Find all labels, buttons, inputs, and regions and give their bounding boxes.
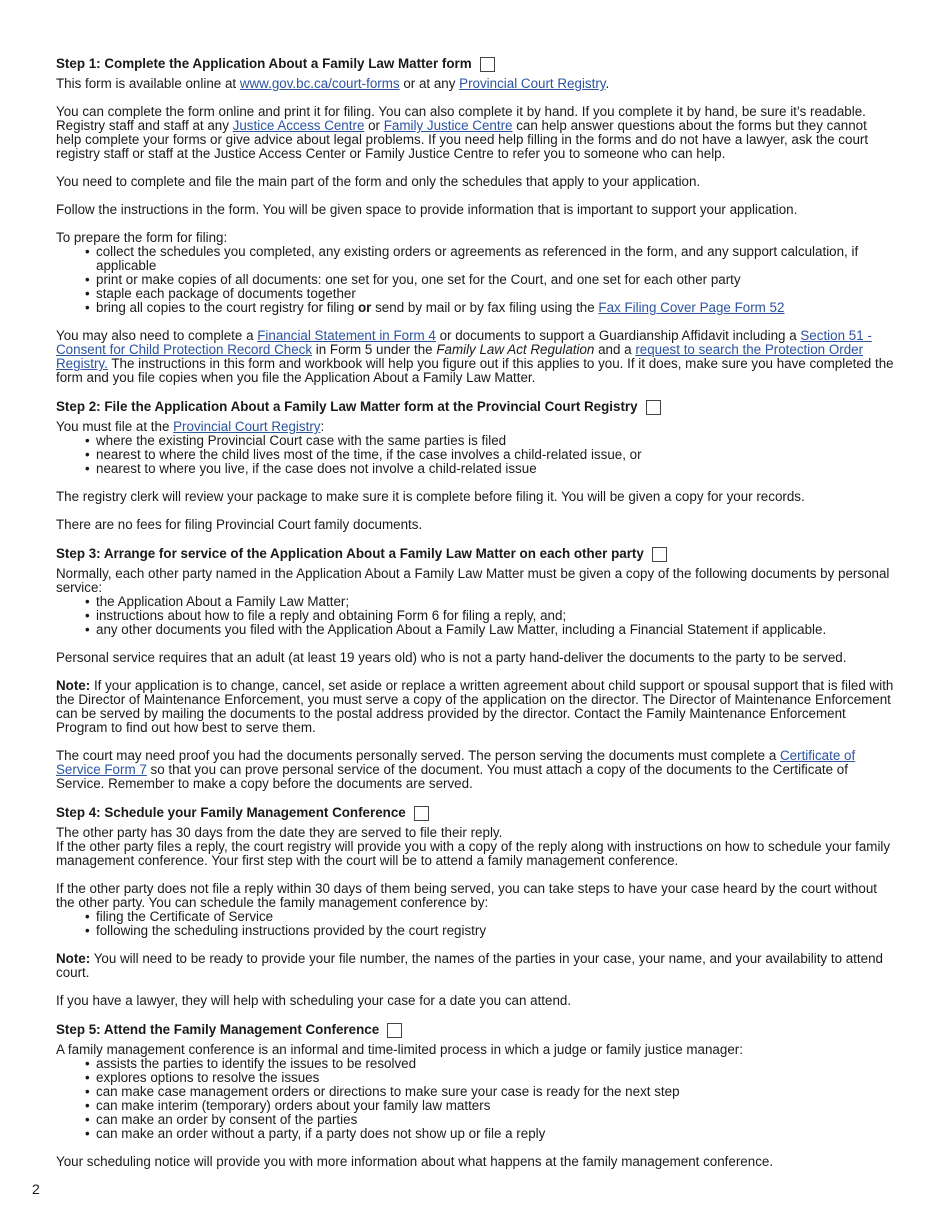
reply-deadline-line: The other party has 30 days from the date they are served to file their reply.	[56, 825, 503, 840]
family-justice-centre-link[interactable]: Family Justice Centre	[383, 118, 513, 133]
step-1-section	[56, 55, 894, 385]
protection-order-registry-link[interactable]: request to search the Protection Order Registry.	[56, 342, 864, 371]
section-51-consent-link[interactable]: Section 51 - Consent for Child Protection Record Check	[56, 328, 872, 357]
certificate-of-service-link[interactable]: Certificate of Service Form 7	[56, 748, 856, 777]
financial-statement-link[interactable]: Financial Statement in Form 4	[257, 328, 436, 343]
service-documents-list	[56, 595, 894, 637]
proof-of-service-paragraph: The court may need proof you had the documents personally served. The person serving the documents must complete a Certificate of Service Form 7 so that you can prove personal service of the document. You must attach a copy of the documents to the Certificate of Service. Remember to make a copy before the documents are served.	[56, 748, 856, 791]
list-item: • nearest to where you live, if the case does not involve a child-related issue	[96, 462, 894, 476]
lawyer-paragraph: If you have a lawyer, they will help with scheduling your case for a date you can attend.	[56, 993, 572, 1008]
step-5-checkbox[interactable]	[387, 1023, 402, 1038]
prepare-intro: To prepare the form for filing:	[56, 230, 228, 245]
list-item: • collect the schedules you completed, any existing orders or agreements as referenced in the form, and any support calculation, if applicable	[96, 245, 894, 273]
registry-review-paragraph: The registry clerk will review your package to make sure it is complete before filing it. You will be given a copy for your records.	[56, 489, 805, 504]
must-file-paragraph: You must file at the Provincial Court Registry:	[56, 419, 325, 434]
complete-form-paragraph: You can complete the form online and print it for filing. You can also complete it by hand. If you complete it by hand, be sure it’s readable. Registry staff and staff at any Justice Access Centre or Family Justice Centre can help answer questions about the forms but they cannot help complete your forms or give advice about legal problems. If you need help filling in the forms and do not have a lawyer, ask the court registry staff or staff at the Justice Access Center or Family Justice Centre to refer you to someone who can help.	[56, 104, 869, 161]
list-item: • following the scheduling instructions provided by the court registry	[96, 924, 894, 938]
step-3-heading: Step 3: Arrange for service of the Application About a Family Law Matter on each other party	[56, 545, 894, 563]
list-item: • can make interim (temporary) orders about your family law matters	[96, 1099, 894, 1113]
page-number: 2	[32, 1181, 40, 1197]
list-item: • print or make copies of all documents: one set for you, one set for the Court, and one set for each other party	[96, 273, 894, 287]
list-item: • assists the parties to identify the issues to be resolved	[96, 1057, 894, 1071]
step-4-heading: Step 4: Schedule your Family Management Conference	[56, 804, 894, 822]
step-5-section	[56, 1021, 894, 1169]
list-item: • where the existing Provincial Court case with the same parties is filed	[96, 434, 894, 448]
fax-filing-cover-link[interactable]: Fax Filing Cover Page Form 52	[598, 300, 785, 315]
justice-access-centre-link[interactable]: Justice Access Centre	[232, 118, 365, 133]
schedules-paragraph: You need to complete and file the main part of the form and only the schedules that apply to your application.	[56, 174, 701, 189]
step-1-heading: Step 1: Complete the Application About a Family Law Matter form	[56, 55, 894, 73]
maintenance-note: Note: If your application is to change, cancel, set aside or replace a written agreement about child support or spousal support that is filed with the Director of Maintenance Enforcement, you must serve a copy of the application on the director. The Director of Maintenance Enforcement can be served by mailing the documents to the postal address provided by the director. Contact the Family Maintenance Enforcement Program to find out how best to serve them.	[56, 678, 894, 735]
list-item: • staple each package of documents together	[96, 287, 894, 301]
no-reply-paragraph: If the other party does not file a reply within 30 days of them being served, you can take steps to have your case heard by the court without the other party. You can schedule the family management conference by:	[56, 881, 878, 910]
availability-paragraph: This form is available online at www.gov.bc.ca/court-forms or at any Provincial Court Registry.	[56, 76, 610, 91]
personal-service-intro: Normally, each other party named in the Application About a Family Law Matter must be given a copy of the following documents by personal service:	[56, 566, 890, 595]
step-5-heading: Step 5: Attend the Family Management Conference	[56, 1021, 894, 1039]
step-2-checkbox[interactable]	[646, 400, 661, 415]
step-2-heading: Step 2: File the Application About a Family Law Matter form at the Provincial Court Registry	[56, 398, 894, 416]
scheduling-note: Note: You will need to be ready to provide your file number, the names of the parties in your case, your name, and your availability to attend court.	[56, 951, 883, 980]
list-item: • can make case management orders or directions to make sure your case is ready for the next step	[96, 1085, 894, 1099]
step-1-checkbox[interactable]	[480, 57, 495, 72]
list-item: • the Application About a Family Law Matter;	[96, 595, 894, 609]
list-item: • filing the Certificate of Service	[96, 910, 894, 924]
prepare-list	[56, 245, 894, 315]
conference-intro: A family management conference is an informal and time-limited process in which a judge or family justice manager:	[56, 1042, 743, 1057]
list-item: • can make an order by consent of the parties	[96, 1113, 894, 1127]
additional-documents-paragraph: You may also need to complete a Financial Statement in Form 4 or documents to support a Guardianship Affidavit including a Section 51 - Consent for Child Protection Record Check in Form 5 under the Family Law Act Regulation and a request to search the Protection Order Registry. The instructions in this form and workbook will help you figure out if this applies to you. If it does, make sure you have completed the form and you file copies when you file the Application About a Family Law Matter.	[56, 328, 894, 385]
scheduling-steps-list	[56, 910, 894, 938]
conference-list	[56, 1057, 894, 1141]
list-item: • instructions about how to file a reply and obtaining Form 6 for filing a reply, and;	[96, 609, 894, 623]
step-4-checkbox[interactable]	[414, 806, 429, 821]
provincial-court-registry-link[interactable]: Provincial Court Registry	[459, 76, 606, 91]
provincial-court-registry-link[interactable]: Provincial Court Registry	[173, 419, 321, 434]
list-item: • explores options to resolve the issues	[96, 1071, 894, 1085]
list-item: • can make an order without a party, if a party does not show up or file a reply	[96, 1127, 894, 1141]
scheduling-notice-paragraph: Your scheduling notice will provide you with more information about what happens at the family management conference.	[56, 1154, 774, 1169]
step-3-section	[56, 545, 894, 791]
filing-location-list	[56, 434, 894, 476]
reply-filed-paragraph: If the other party files a reply, the court registry will provide you with a copy of the reply along with instructions on how to schedule your family management conference. Your first step with the court will be to attend a family management conference.	[56, 839, 891, 868]
step-4-section	[56, 804, 894, 1008]
court-forms-link[interactable]: www.gov.bc.ca/court-forms	[239, 76, 400, 91]
step-3-checkbox[interactable]	[652, 547, 667, 562]
list-item: • bring all copies to the court registry for filing or send by mail or by fax filing using the Fax Filing Cover Page Form 52	[96, 301, 894, 315]
personal-service-paragraph: Personal service requires that an adult (at least 19 years old) who is not a party hand-deliver the documents to the party to be served.	[56, 650, 847, 665]
document-page	[56, 55, 894, 1169]
no-fees-paragraph: There are no fees for filing Provincial Court family documents.	[56, 517, 423, 532]
list-item: • nearest to where the child lives most of the time, if the case involves a child-related issue, or	[96, 448, 894, 462]
instructions-paragraph: Follow the instructions in the form. You will be given space to provide information that is important to support your application.	[56, 202, 798, 217]
list-item: • any other documents you filed with the Application About a Family Law Matter, including a Financial Statement if applicable.	[96, 623, 894, 637]
step-2-section	[56, 398, 894, 532]
